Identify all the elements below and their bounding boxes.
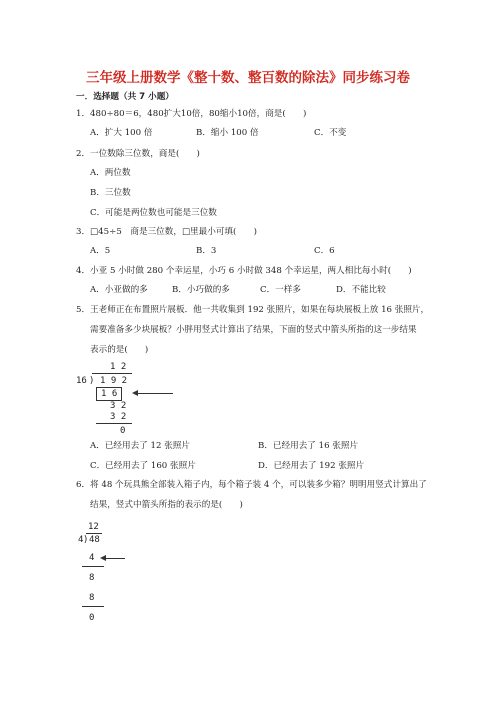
question-5-option-a: A．已经用去了 12 张照片 bbox=[90, 441, 190, 451]
division-bracket-top bbox=[86, 533, 102, 534]
question-6-line-2: 结果，竖式中箭头所指的表示的是( ) bbox=[90, 500, 243, 510]
question-4-option-a: A．小亚做的多 bbox=[90, 285, 148, 295]
question-5-option-d: D．已经用去了 192 张照片 bbox=[258, 461, 365, 471]
step-product-2: 8 bbox=[89, 593, 95, 603]
question-4-option-d: D．不能比较 bbox=[336, 285, 386, 295]
division-bracket: ) bbox=[89, 376, 95, 386]
arrow-shaft bbox=[105, 558, 125, 559]
division-line-2 bbox=[82, 606, 104, 607]
question-1-option-b: B．缩小 100 倍 bbox=[196, 128, 259, 138]
question-1-stem: 1．480÷80＝6，480扩大10倍，80缩小10倍，商是( ) bbox=[76, 109, 307, 119]
remainder: 0 bbox=[89, 613, 95, 623]
question-6-line-1: 6．将 48 个玩具熊全部装入箱子内，每个箱子装 4 个，可以装多少箱？明明用竖式计算出了 bbox=[76, 480, 427, 490]
question-3-option-b: B．3 bbox=[196, 246, 217, 256]
step-subtotal: 3 2 bbox=[110, 401, 127, 411]
step-product: 1 6 bbox=[101, 389, 118, 399]
dividend: 1 9 2 bbox=[100, 376, 128, 386]
step-product-2: 3 2 bbox=[110, 412, 127, 422]
question-1-option-c: C．不变 bbox=[314, 128, 347, 138]
question-4-option-b: B．小巧做的多 bbox=[172, 285, 230, 295]
question-1-option-a: A．扩大 100 倍 bbox=[90, 128, 153, 138]
question-5-line-1: 5．王老师正在布置照片展板．他一共收集到 192 张照片，如果在每块展板上放 16 张照片， bbox=[76, 305, 430, 315]
question-5-option-c: C．已经用去了 160 张照片 bbox=[90, 461, 196, 471]
section-heading: 一．选择题（共 7 小题） bbox=[76, 92, 174, 102]
division-bracket-top bbox=[92, 373, 132, 374]
dividend: 48 bbox=[89, 535, 100, 545]
question-5-line-2: 需要准备多少块展板？小胖用竖式计算出了结果，下面的竖式中箭头所指的这一步结果 bbox=[90, 325, 417, 335]
remainder: 0 bbox=[120, 426, 126, 436]
step-product: 4 bbox=[89, 553, 95, 563]
division-line bbox=[82, 566, 104, 567]
question-3-option-c: C．6 bbox=[314, 246, 335, 256]
divisor: 16 bbox=[76, 376, 87, 386]
question-3-option-a: A．5 bbox=[90, 246, 111, 256]
divisor: 4 bbox=[78, 535, 84, 545]
question-5-line-3: 表示的是( ) bbox=[90, 345, 149, 355]
question-4-option-c: C．一样多 bbox=[260, 285, 301, 295]
step-subtotal: 8 bbox=[89, 573, 95, 583]
question-2-option-b: B．三位数 bbox=[90, 188, 131, 198]
quotient: 12 bbox=[88, 522, 99, 532]
arrow-shaft bbox=[137, 393, 173, 394]
division-bracket: ) bbox=[83, 535, 89, 545]
division-line bbox=[96, 423, 132, 424]
question-3-stem: 3．□45÷5 商是三位数，□里最小可填( ) bbox=[76, 227, 257, 237]
question-5-option-b: B．已经用去了 16 张照片 bbox=[258, 441, 359, 451]
question-4-stem: 4．小亚 5 小时做 280 个幸运星，小巧 6 小时做 348 个幸运星，两人相比每小时( ) bbox=[76, 266, 412, 276]
question-2-stem: 2．一位数除三位数，商是( ) bbox=[76, 149, 200, 159]
question-2-option-a: A．两位数 bbox=[90, 168, 131, 178]
page-title: 三年级上册数学《整十数、整百数的除法》同步练习卷 bbox=[86, 70, 410, 86]
question-2-option-c: C．可能是两位数也可能是三位数 bbox=[90, 208, 217, 218]
quotient: 1 2 bbox=[110, 362, 127, 372]
